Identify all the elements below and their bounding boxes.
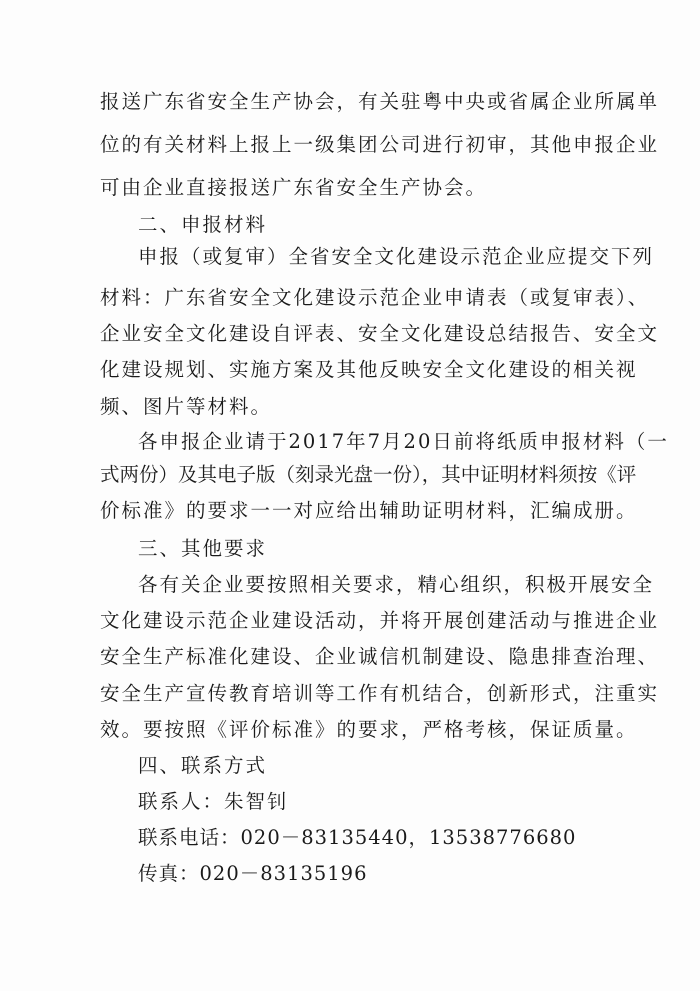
- paragraph-4-line-2: 文化建设示范企业建设活动，并将开展创建活动与推进企业: [100, 609, 660, 632]
- contact-person: 联系人：朱智钊: [138, 790, 289, 813]
- paragraph-2-line-5: 频、图片等材料。: [100, 395, 273, 418]
- paragraph-4-line-3: 安全生产标准化建设、企业诚信机制建设、隐患排查治理、: [100, 645, 660, 668]
- paragraph-1-line-3: 可由企业直接报送广东省安全生产协会。: [100, 176, 488, 199]
- paragraph-3-line-2: 式两份）及其电子版（刻录光盘一份），其中证明材料须按《评: [100, 463, 637, 486]
- paragraph-2-line-2: 材料：广东省安全文化建设示范企业申请表（或复审表）、: [100, 286, 650, 309]
- paragraph-1-line-1: 报送广东省安全生产协会，有关驻粤中央或省属企业所属单: [100, 90, 660, 113]
- paragraph-4-line-5: 效。要按照《评价标准》的要求，严格考核，保证质量。: [100, 718, 638, 741]
- paragraph-3-line-1: 各申报企业请于2017年7月20日前将纸质申报材料（一: [138, 430, 669, 453]
- section-heading-2: 二、申报材料: [138, 213, 268, 236]
- paragraph-1-line-2: 位的有关材料上报上一级集团公司进行初审，其他申报企业: [100, 133, 660, 156]
- paragraph-4-line-1: 各有关企业要按照相关要求，精心组织，积极开展安全: [138, 573, 655, 596]
- fax-number: 传真：020－83135196: [138, 862, 368, 885]
- paragraph-2-line-4: 化建设规划、实施方案及其他反映安全文化建设的相关视: [100, 358, 638, 381]
- paragraph-4-line-4: 安全生产宣传教育培训等工作有机结合，创新形式，注重实: [100, 682, 660, 705]
- contact-phone: 联系电话：020－83135440，13538776680: [138, 826, 577, 849]
- paragraph-2-line-1: 申报（或复审）全省安全文化建设示范企业应提交下列: [138, 245, 655, 268]
- paragraph-3-line-3: 价标准》的要求一一对应给出辅助证明材料，汇编成册。: [100, 499, 638, 522]
- paragraph-2-line-3: 企业安全文化建设自评表、安全文化建设总结报告、安全文: [100, 322, 660, 345]
- section-heading-3: 三、其他要求: [138, 537, 268, 560]
- section-heading-4: 四、联系方式: [138, 754, 268, 777]
